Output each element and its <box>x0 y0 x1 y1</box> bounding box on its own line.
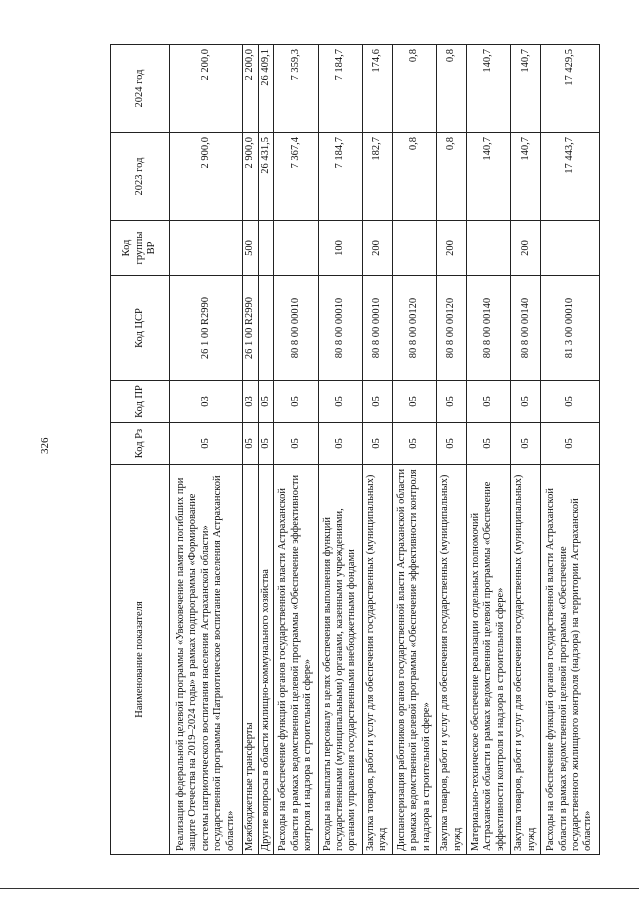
table-row <box>466 45 510 855</box>
row-2023: 26 431,5 <box>258 133 274 221</box>
budget-table <box>110 44 600 855</box>
row-rz: 05 <box>258 423 274 465</box>
row-vr: 200 <box>511 221 541 276</box>
row-2023: 0,8 <box>392 133 436 221</box>
row-2024: 26 409,1 <box>258 45 274 133</box>
row-pr: 03 <box>170 381 243 423</box>
row-rz: 05 <box>362 423 392 465</box>
row-pr: 05 <box>318 381 362 423</box>
row-csr: 80 8 00 00120 <box>437 276 467 381</box>
row-2023: 140,7 <box>466 133 510 221</box>
row-pr: 05 <box>258 381 274 423</box>
row-rz: 05 <box>274 423 318 465</box>
row-pr: 03 <box>243 381 259 423</box>
row-name: Реализация федеральной целевой программы «Увековечение памяти погибших при защите Отечества на 2019–2024 годы» в рамках подпрограммы «Формирование системы патриотического воспитания населения Астраханской области» государственной программы «Патриотическое воспитание населения Астраханской области» <box>170 465 243 855</box>
row-csr: 26 1 00 R2990 <box>243 276 259 381</box>
header-2024: 2024 год <box>111 45 170 133</box>
row-name: Другие вопросы в области жилищно-коммунального хозяйства <box>258 465 274 855</box>
row-rz: 05 <box>170 423 243 465</box>
page-bottom-rule <box>0 888 639 889</box>
rotated-table-wrapper <box>110 45 600 855</box>
row-name: Расходы на обеспечение функций органов государственной власти Астраханской области в рамках ведомственной целевой программы «Обеспечение государственного жилищного контроля (надзора) на территории Астраханской области» <box>541 465 600 855</box>
row-csr: 80 8 00 00010 <box>274 276 318 381</box>
header-rz: Код Рз <box>111 423 170 465</box>
table-row <box>511 45 541 855</box>
row-pr: 05 <box>437 381 467 423</box>
row-2023: 17 443,7 <box>541 133 600 221</box>
row-name: Диспансеризация работников органов государственной власти Астраханской области в рамках ведомственной целевой программы «Обеспечение эффективности контроля и надзора в строительной сфере» <box>392 465 436 855</box>
row-2024: 140,7 <box>466 45 510 133</box>
row-vr: 500 <box>243 221 259 276</box>
table-row <box>392 45 436 855</box>
row-2024: 7 359,3 <box>274 45 318 133</box>
row-2024: 17 429,5 <box>541 45 600 133</box>
table-row <box>318 45 362 855</box>
row-csr: 80 8 00 00140 <box>511 276 541 381</box>
header-2023: 2023 год <box>111 133 170 221</box>
row-2023: 2 900,0 <box>170 133 243 221</box>
row-pr: 05 <box>511 381 541 423</box>
row-2024: 0,8 <box>437 45 467 133</box>
row-rz: 05 <box>541 423 600 465</box>
table-row <box>274 45 318 855</box>
row-2024: 174,6 <box>362 45 392 133</box>
row-rz: 05 <box>243 423 259 465</box>
row-vr <box>392 221 436 276</box>
row-csr: 80 8 00 00140 <box>466 276 510 381</box>
row-name: Расходы на обеспечение функций органов государственной власти Астраханской области в рамках ведомственной целевой программы «Обеспечение эффективности контроля и надзора в строительной сфере» <box>274 465 318 855</box>
row-pr: 05 <box>466 381 510 423</box>
row-vr <box>466 221 510 276</box>
table-row <box>437 45 467 855</box>
row-name: Расходы на выплаты персоналу в целях обеспечения выполнения функций государственными (муниципальными) органами, казенными учреждениями, органами управления государственными внебюджетными фондами <box>318 465 362 855</box>
header-name: Наименование показателя <box>111 465 170 855</box>
row-vr <box>170 221 243 276</box>
row-2023: 7 184,7 <box>318 133 362 221</box>
row-csr: 80 8 00 00120 <box>392 276 436 381</box>
header-vr: Код группы ВР <box>111 221 170 276</box>
table-row <box>243 45 259 855</box>
row-2024: 2 200,0 <box>243 45 259 133</box>
row-2024: 7 184,7 <box>318 45 362 133</box>
row-2023: 0,8 <box>437 133 467 221</box>
row-name: Закупка товаров, работ и услуг для обеспечения государственных (муниципальных) нужд <box>511 465 541 855</box>
row-pr: 05 <box>392 381 436 423</box>
row-name: Закупка товаров, работ и услуг для обеспечения государственных (муниципальных) нужд <box>437 465 467 855</box>
row-2023: 140,7 <box>511 133 541 221</box>
row-vr <box>541 221 600 276</box>
row-2023: 2 900,0 <box>243 133 259 221</box>
row-csr <box>258 276 274 381</box>
row-2023: 7 367,4 <box>274 133 318 221</box>
row-pr: 05 <box>541 381 600 423</box>
row-rz: 05 <box>392 423 436 465</box>
row-csr: 80 8 00 00010 <box>318 276 362 381</box>
row-name: Межбюджетные трансферты <box>243 465 259 855</box>
row-vr: 200 <box>437 221 467 276</box>
table-row <box>258 45 274 855</box>
row-vr: 100 <box>318 221 362 276</box>
table-row <box>362 45 392 855</box>
header-csr: Код ЦСР <box>111 276 170 381</box>
row-rz: 05 <box>318 423 362 465</box>
row-vr <box>258 221 274 276</box>
row-name: Закупка товаров, работ и услуг для обеспечения государственных (муниципальных) нужд <box>362 465 392 855</box>
header-pr: Код ПР <box>111 381 170 423</box>
page-number: 326 <box>39 437 51 454</box>
row-rz: 05 <box>437 423 467 465</box>
row-2024: 140,7 <box>511 45 541 133</box>
table-row <box>541 45 600 855</box>
row-csr: 26 1 00 R2990 <box>170 276 243 381</box>
row-name: Материально-техническое обеспечение реализации отдельных полномочий Астраханской области в рамках ведомственной целевой программы «Обеспечение эффективности контроля и надзора в строительной сфере» <box>466 465 510 855</box>
table-header-row <box>111 45 170 855</box>
row-2024: 2 200,0 <box>170 45 243 133</box>
row-rz: 05 <box>511 423 541 465</box>
row-2024: 0,8 <box>392 45 436 133</box>
row-pr: 05 <box>274 381 318 423</box>
row-csr: 80 8 00 00010 <box>362 276 392 381</box>
row-rz: 05 <box>466 423 510 465</box>
table-row <box>170 45 243 855</box>
row-vr <box>274 221 318 276</box>
row-csr: 81 3 00 00010 <box>541 276 600 381</box>
row-pr: 05 <box>362 381 392 423</box>
row-vr: 200 <box>362 221 392 276</box>
row-2023: 182,7 <box>362 133 392 221</box>
